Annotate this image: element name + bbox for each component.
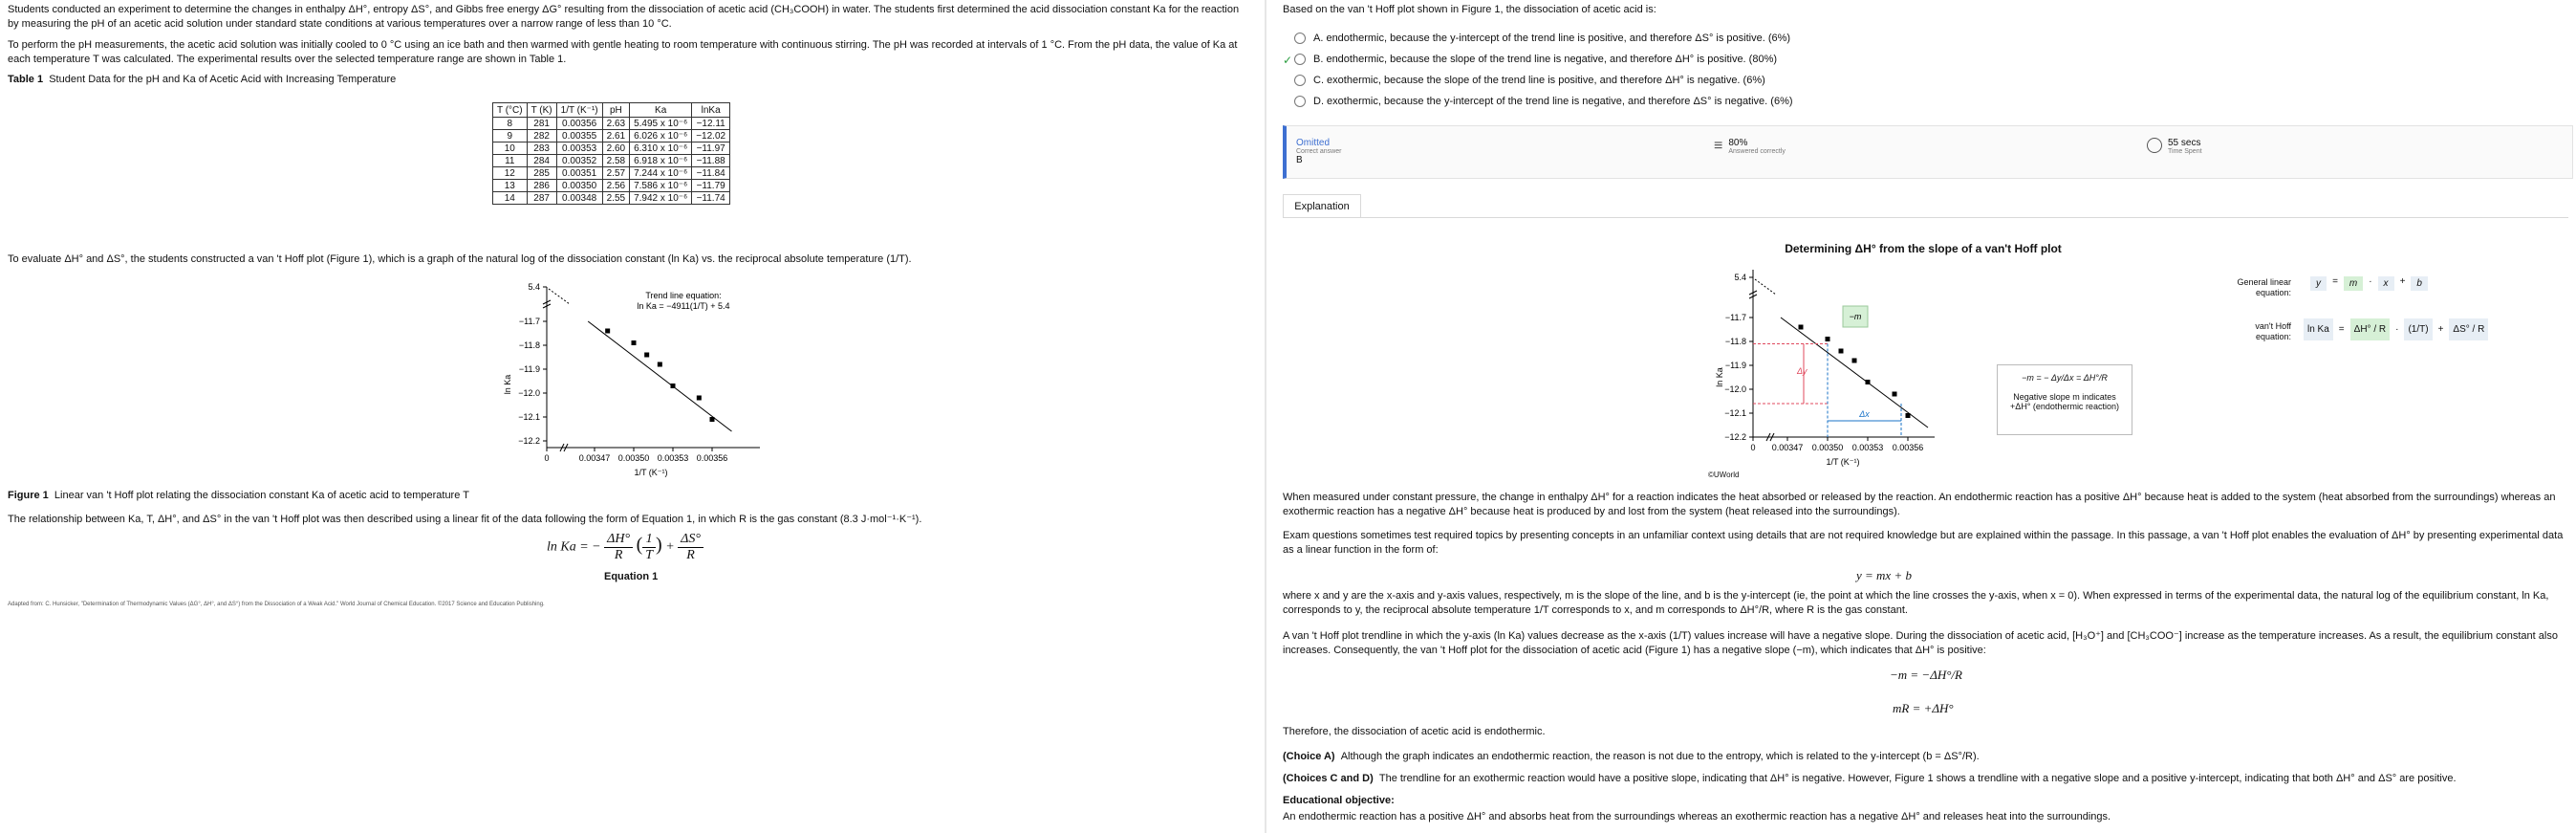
percent-correct: 80% (1728, 138, 1748, 148)
table-cell: 2.63 (602, 118, 629, 130)
table-cell: 0.00356 (556, 118, 602, 130)
credit: ©UWorld (1708, 471, 1740, 479)
y-tick-label: −11.8 (518, 340, 540, 350)
question-stem: Based on the van 't Hoff plot shown in Figure 1, the dissociation of acetic acid is: (1283, 4, 1656, 15)
data-point (1906, 413, 1911, 418)
x-tick-label: 0.00347 (578, 453, 611, 463)
table-cell: 0.00350 (556, 180, 602, 192)
passage-paragraph-1: Students conducted an experiment to determine the changes in enthalpy ΔH°, entropy ΔS°, and Gibbs free energy ΔG° resulting from the dissociation of acetic acid (CH₃COOH) in water. The students first determined the acid dissociation constant Ka for the reaction by measuring the pH of an acetic acid solution under standard state conditions at various temperatures over a narrow range of less than 10 °C. (8, 4, 1240, 30)
table-cell: −12.11 (692, 118, 730, 130)
table-row (493, 118, 730, 130)
radio-icon (1294, 54, 1306, 65)
table-cell: −11.97 (692, 142, 730, 155)
gen-y: y (2310, 276, 2327, 291)
table-cell: 8 (493, 118, 528, 130)
table-row (493, 180, 730, 192)
clock-icon (2147, 138, 2162, 153)
table-cell: 6.310 x 10⁻⁶ (630, 142, 692, 155)
y-tick-label: −11.8 (1724, 337, 1746, 346)
equation-label: Equation 1 (604, 571, 659, 582)
table-cell: 7.942 x 10⁻⁶ (630, 192, 692, 205)
correct-answer-value: B (1296, 155, 1303, 165)
table-cell: 2.55 (602, 192, 629, 205)
gen-m: m (2344, 276, 2363, 291)
data-point (671, 384, 676, 388)
table-cell: 0.00355 (556, 130, 602, 142)
table-cell: 285 (527, 167, 556, 180)
explanation-paragraph-1: When measured under constant pressure, the change in enthalpy ΔH° for a reaction indicates the heat absorbed or released by the reaction. An endothermic reaction has a positive ΔH° because heat is added to the system (heat absorbed from the surroundings) whereas an exothermic reaction has a negative ΔH° because heat is produced by and lost from the system (heat released into the surroundings). (1283, 492, 2556, 517)
table-cell: 0.00353 (556, 142, 602, 155)
table-cell: 287 (527, 192, 556, 205)
table-row (493, 130, 730, 142)
table-cell: 284 (527, 155, 556, 167)
vant-hoff-equation-label: van't Hoff equation: (2255, 321, 2291, 341)
table-cell: 10 (493, 142, 528, 155)
table-cell: 282 (527, 130, 556, 142)
status-text: Omitted (1296, 138, 1331, 148)
choice-label: B. endothermic, because the slope of the trend line is negative, and therefore ΔH° is positive. (80%) (1313, 54, 1778, 65)
explanation-equation-2: mR = +ΔH° (1893, 701, 1954, 715)
vh-b: ΔS° / R (2449, 318, 2488, 340)
figure-caption-label: Figure 1 (8, 490, 49, 501)
figure-1-chart (497, 275, 765, 491)
data-point (658, 362, 662, 367)
trend-line (588, 321, 731, 431)
data-point (1799, 325, 1804, 330)
choice-a-label: (Choice A) (1283, 751, 1335, 762)
table-cell: 283 (527, 142, 556, 155)
trend-line-break (1755, 279, 1776, 295)
table-cell: 11 (493, 155, 528, 167)
x-tick-label: 0 (1750, 443, 1756, 452)
table-header: lnKa (692, 103, 730, 118)
choice-cd-text: The trendline for an exothermic reaction would have a positive slope, indicating that ΔH° is negative. However, Figure 1 shows a trendline with a negative slope and a positive y-intercept, indicating that both ΔH° and ΔS° are positive. (1378, 773, 2457, 784)
equation-1: ln Ka = − $\frac{\Delta H^\circ}{R}$ ( $\frac{1}{T}$ ) + $\frac{\Delta S^\circ}{R}$ (547, 532, 704, 563)
figure-caption (8, 489, 1250, 503)
table-cell: −11.79 (692, 180, 730, 192)
general-equation: y = m · x + b (2310, 276, 2428, 291)
gen-b: b (2411, 276, 2428, 291)
y-tick-label: −11.7 (518, 317, 540, 326)
gen-x: x (2378, 276, 2394, 291)
table-cell: −11.74 (692, 192, 730, 205)
answer-choice-b[interactable] (1294, 52, 1777, 67)
table-cell: 2.56 (602, 180, 629, 192)
citation: Adapted from: C. Hunsicker, "Determination of Thermodynamic Values (ΔG°, ΔH°, and ΔS°) from the Dissociation of a Weak Acid." World Journal of Chemical Education. ©2017 Science and Education Publishing. (8, 602, 545, 607)
table-cell: 14 (493, 192, 528, 205)
table-body (493, 118, 730, 205)
table-cell: 7.586 x 10⁻⁶ (630, 180, 692, 192)
time-label: Time Spent (2168, 148, 2202, 155)
choice-label: A. endothermic, because the y-intercept of the trend line is positive, and therefore ΔS° is positive. (6%) (1313, 33, 1791, 44)
x-tick-label: 0.00350 (617, 453, 650, 463)
radio-icon (1294, 75, 1306, 86)
table-header: T (K) (527, 103, 556, 118)
table-cell: −12.02 (692, 130, 730, 142)
general-equation-label: General linear equation: (2237, 277, 2291, 297)
table-cell: 13 (493, 180, 528, 192)
tab-divider (1283, 217, 2568, 218)
figure-2-chart (1713, 260, 1942, 471)
slope-explanation-box (1997, 364, 2132, 435)
table-caption-label: Table 1 (8, 74, 44, 85)
choice-cd-explanation (1283, 772, 2573, 786)
answer-stats-bar (1283, 125, 2573, 179)
chart-bars-icon: ≡ (1714, 138, 1723, 154)
table-cell: 2.57 (602, 167, 629, 180)
table-cell: 2.60 (602, 142, 629, 155)
slope-badge-label: −m (1849, 312, 1862, 321)
answer-choice-c[interactable] (1294, 73, 1765, 88)
table-header: Ka (630, 103, 692, 118)
data-point (605, 329, 610, 334)
vh-y: ln Ka (2304, 318, 2333, 340)
percent-label: Answered correctly (1728, 148, 1786, 155)
radio-icon (1294, 33, 1306, 44)
choice-a-explanation (1283, 750, 2573, 764)
table-cell: 0.00352 (556, 155, 602, 167)
data-point (710, 417, 715, 422)
y-axis-title: ln Ka (503, 374, 512, 395)
trend-label: Trend line equation: (645, 291, 722, 300)
table-cell: −11.84 (692, 167, 730, 180)
explanation-paragraph-3: where x and y are the x-axis and y-axis values, respectively, m is the slope of the line, and b is the y-intercept (ie, the point at which the line crosses the y-axis, when x = 0). When expressed in terms of the experimental data, the natural log of the equilibrium constant, ln Ka, corresponds to y, the reciprocal absolute temperature 1/T corresponds to x, and m corresponds to ΔH°/R, where R is the gas constant. (1283, 590, 2549, 616)
x-axis-title: 1/T (K⁻¹) (634, 468, 668, 477)
data-point (1866, 380, 1871, 384)
x-tick-label: 0.00347 (1771, 443, 1804, 452)
y-tick-label: −11.9 (1724, 361, 1746, 370)
table-cell: 6.918 x 10⁻⁶ (630, 155, 692, 167)
data-point (1893, 392, 1897, 397)
slope-equation: −m = − Δy/Δx = ΔH°/R (2022, 373, 2108, 383)
table-row (493, 155, 730, 167)
y-tick-label: −11.9 (518, 364, 540, 374)
dy-label: Δy (1797, 365, 1808, 376)
tab-explanation[interactable]: Explanation (1283, 194, 1361, 218)
y-tick-label: −12.0 (1724, 384, 1746, 394)
table-cell: 281 (527, 118, 556, 130)
time-block (2147, 138, 2202, 155)
figure-2-title: Determining ΔH° from the slope of a van't Hoff plot (1785, 242, 2062, 255)
table-cell: 9 (493, 130, 528, 142)
table-cell: 286 (527, 180, 556, 192)
y-tick-label: −11.7 (1724, 313, 1746, 322)
x-tick-label: 0.00353 (657, 453, 689, 463)
vh-m: ΔH° / R (2350, 318, 2390, 340)
choice-a-text: Although the graph indicates an endothermic reaction, the reason is not due to the entropy, which is related to the y-intercept (b = ΔS°/R). (1340, 751, 1980, 762)
radio-icon (1294, 96, 1306, 107)
passage-pane (0, 0, 1262, 833)
x-tick-label: 0 (544, 453, 550, 463)
table-caption (8, 73, 1250, 87)
explanation-paragraph-5: Therefore, the dissociation of acetic acid is endothermic. (1283, 726, 1546, 737)
percent-block (1714, 138, 1786, 155)
x-tick-label: 0.00353 (1851, 443, 1884, 452)
passage-paragraph-4: The relationship between Ka, T, ΔH°, and ΔS° in the van 't Hoff plot was then described using a linear fit of the data following the form of Equation 1, in which R is the gas constant (8.3 J·mol⁻¹·K⁻¹). (8, 514, 922, 525)
data-point (644, 353, 649, 358)
slope-note: Negative slope m indicates +ΔH° (endothermic reaction) (2010, 392, 2119, 411)
data-point (632, 340, 637, 345)
y-tick-label: −12.1 (1724, 408, 1746, 418)
explanation-paragraph-2: Exam questions sometimes test required topics by presenting concepts in an unfamiliar context using details that are not required knowledge but are explained within the passage. In this passage, a van 't Hoff plot enables the evaluation of ΔH° by presenting experimental data as a linear function in the form of: (1283, 530, 2564, 556)
table-caption-text: Student Data for the pH and Ka of Acetic Acid with Increasing Temperature (49, 74, 397, 85)
table-cell: 5.495 x 10⁻⁶ (630, 118, 692, 130)
figure-caption-text: Linear van 't Hoff plot relating the dissociation constant Ka of acetic acid to temperature T (54, 490, 469, 501)
table-header: pH (602, 103, 629, 118)
data-point (1839, 349, 1844, 354)
trend-equation: ln Ka = −4911(1/T) + 5.4 (637, 301, 730, 311)
answer-choice-d[interactable] (1294, 94, 1793, 109)
data-point (1826, 337, 1830, 341)
y-tick-label: 5.4 (528, 282, 540, 292)
y-tick-label: −12.0 (518, 388, 540, 398)
equation-fraction: $\frac{\Delta H^\circ}{R}$ (604, 532, 633, 563)
y-tick-label: −12.2 (1724, 432, 1746, 442)
question-pane (1273, 0, 2576, 833)
x-tick-label: 0.00350 (1811, 443, 1844, 452)
y-tick-label: 5.4 (1734, 273, 1746, 282)
x-tick-label: 0.00356 (696, 453, 728, 463)
table-cell: 2.58 (602, 155, 629, 167)
correct-check-icon: ✓ (1283, 54, 1293, 67)
passage-paragraph-3: To evaluate ΔH° and ΔS°, the students constructed a van 't Hoff plot (Figure 1), which is a graph of the natural log of the dissociation constant (ln Ka) vs. the reciprocal absolute temperature (1/T). (8, 253, 912, 265)
linear-form: y = mx + b (1856, 568, 1912, 582)
y-tick-label: −12.1 (518, 412, 540, 422)
table-cell: −11.88 (692, 155, 730, 167)
vant-hoff-equation: ln Ka = ΔH° / R · (1/T) + ΔS° / R (2304, 318, 2488, 340)
explanation-paragraph-4: A van 't Hoff plot trendline in which the y-axis (ln Ka) values decrease as the x-axis (1/T) values increase will have a negative slope. During the dissociation of acetic acid, [H₃O⁺] and [CH₃COO⁻] increase as the temperature increases. As a result, the equilibrium constant also increases. Consequently, the van 't Hoff plot for the dissociation of acetic acid (Figure 1) has a negative slope (−m), which indicates that ΔH° is positive: (1283, 630, 2558, 656)
choice-label: D. exothermic, because the y-intercept of the trend line is negative, and therefore ΔS° is negative. (6%) (1313, 96, 1793, 107)
table-row (493, 192, 730, 205)
table-header: 1/T (K⁻¹) (556, 103, 602, 118)
equation-lhs: ln Ka = − (547, 539, 601, 555)
objective-title: Educational objective: (1283, 795, 1395, 806)
table-cell: 0.00348 (556, 192, 602, 205)
table-header: T (°C) (493, 103, 528, 118)
passage-paragraph-2: To perform the pH measurements, the acetic acid solution was initially cooled to 0 °C using an ice bath and then warmed with gentle heating to room temperature with continuous stirring. The pH was recorded at intervals of 1 °C. From the pH data, the value of Ka at each temperature T was calculated. The experimental results over the selected temperature range are shown in Table 1. (8, 39, 1238, 65)
table-row (493, 142, 730, 155)
table-cell: 2.61 (602, 130, 629, 142)
data-point (1852, 359, 1857, 363)
vh-x: (1/T) (2404, 318, 2432, 340)
pane-divider[interactable] (1265, 0, 1266, 833)
table-header-row (493, 103, 730, 118)
time-spent: 55 secs (2168, 138, 2201, 148)
status-block (1296, 138, 1341, 165)
y-axis-title: ln Ka (1715, 367, 1724, 387)
y-tick-label: −12.2 (518, 436, 540, 446)
x-axis-title: 1/T (K⁻¹) (1826, 457, 1860, 467)
correct-answer-label: Correct answer (1296, 148, 1342, 155)
choice-label: C. exothermic, because the slope of the trend line is positive, and therefore ΔH° is negative. (6%) (1313, 75, 1765, 86)
table-cell: 7.244 x 10⁻⁶ (630, 167, 692, 180)
objective-text: An endothermic reaction has a positive ΔH° and absorbs heat from the surroundings whereas an exothermic reaction has a negative ΔH° and releases heat into the surroundings. (1283, 811, 2111, 822)
explanation-equation-1: −m = −ΔH°/R (1890, 668, 1962, 682)
table-row (493, 167, 730, 180)
choice-cd-label: (Choices C and D) (1283, 773, 1374, 784)
table-cell: 6.026 x 10⁻⁶ (630, 130, 692, 142)
data-point (697, 396, 702, 401)
table-cell: 0.00351 (556, 167, 602, 180)
answer-choice-a[interactable] (1294, 31, 1790, 46)
dx-label: Δx (1859, 409, 1870, 419)
data-table (492, 102, 730, 205)
table-cell: 12 (493, 167, 528, 180)
trend-line-break (549, 289, 570, 304)
x-tick-label: 0.00356 (1892, 443, 1924, 452)
